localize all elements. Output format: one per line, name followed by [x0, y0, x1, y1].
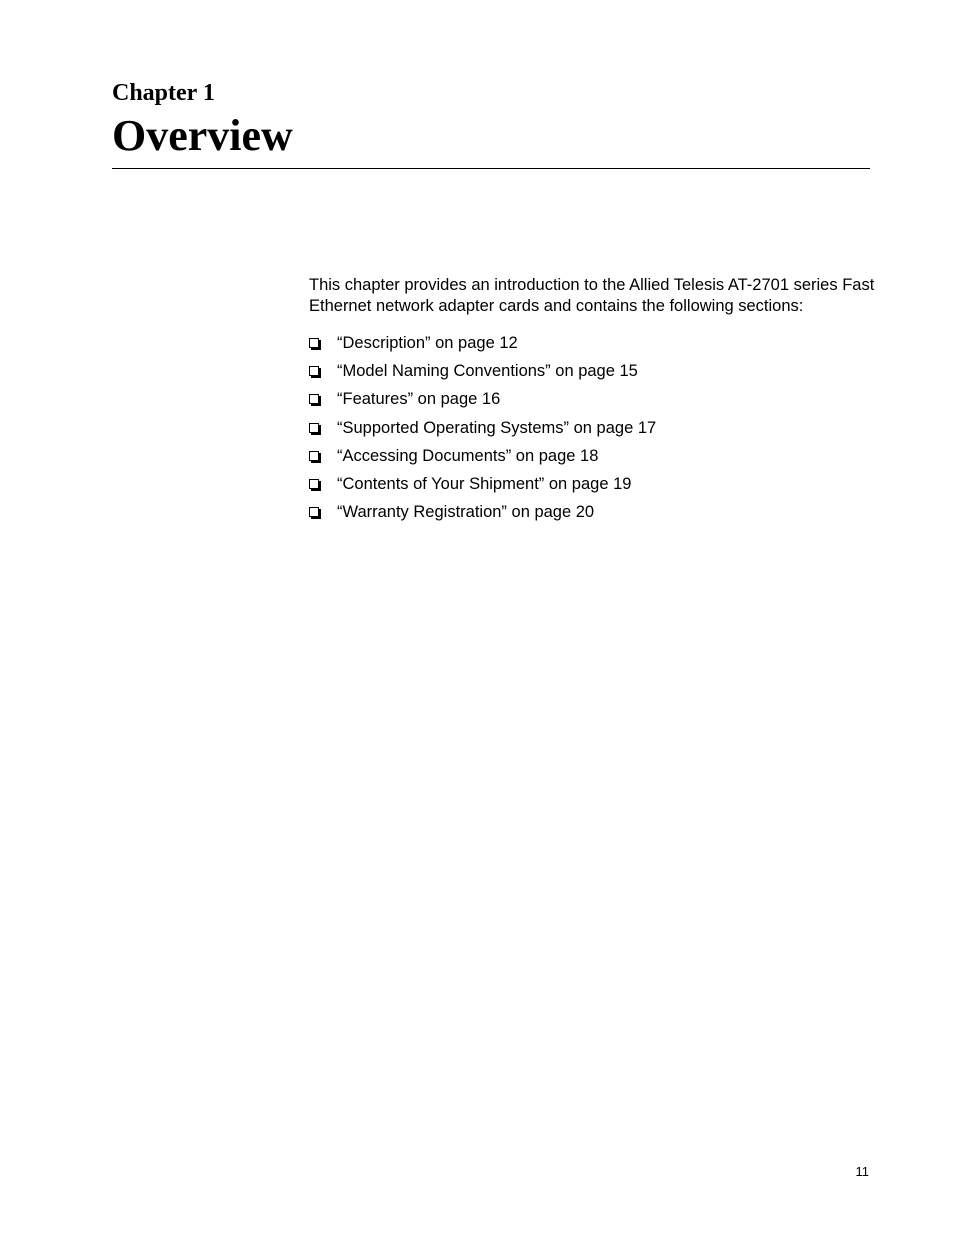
chapter-label: Chapter 1	[112, 80, 215, 106]
checkbox-square-icon	[309, 394, 319, 404]
section-link-description[interactable]: “Description” on page 12	[337, 334, 518, 352]
checkbox-square-icon	[309, 479, 319, 489]
list-item	[309, 360, 656, 388]
intro-paragraph: This chapter provides an introduction to the Allied Telesis AT-2701 series Fast Ethernet network adapter cards and contains the following sections:	[309, 276, 875, 315]
checkbox-square-icon	[309, 366, 319, 376]
list-item	[309, 332, 656, 360]
section-link-features[interactable]: “Features” on page 16	[337, 390, 501, 409]
title-divider	[112, 168, 870, 169]
section-list	[309, 332, 656, 529]
checkbox-square-icon	[309, 423, 319, 433]
section-link-model-naming-conventions[interactable]: “Model Naming Conventions” on page 15	[337, 362, 638, 381]
section-link-contents-of-shipment[interactable]: “Contents of Your Shipment” on page 19	[337, 474, 632, 493]
checkbox-square-icon	[309, 338, 319, 348]
list-item	[309, 501, 656, 529]
checkbox-square-icon	[309, 451, 319, 461]
chapter-title: Overview	[112, 111, 293, 160]
list-item	[309, 445, 656, 473]
section-link-supported-operating-systems[interactable]: “Supported Operating Systems” on page 17	[337, 418, 657, 437]
checkbox-square-icon	[309, 507, 319, 517]
list-item	[309, 473, 656, 501]
section-link-warranty-registration[interactable]: “Warranty Registration” on page 20	[337, 503, 595, 522]
page-number: 11	[855, 1164, 869, 1179]
list-item	[309, 417, 656, 445]
section-link-accessing-documents[interactable]: “Accessing Documents” on page 18	[337, 446, 599, 465]
list-item	[309, 388, 656, 416]
